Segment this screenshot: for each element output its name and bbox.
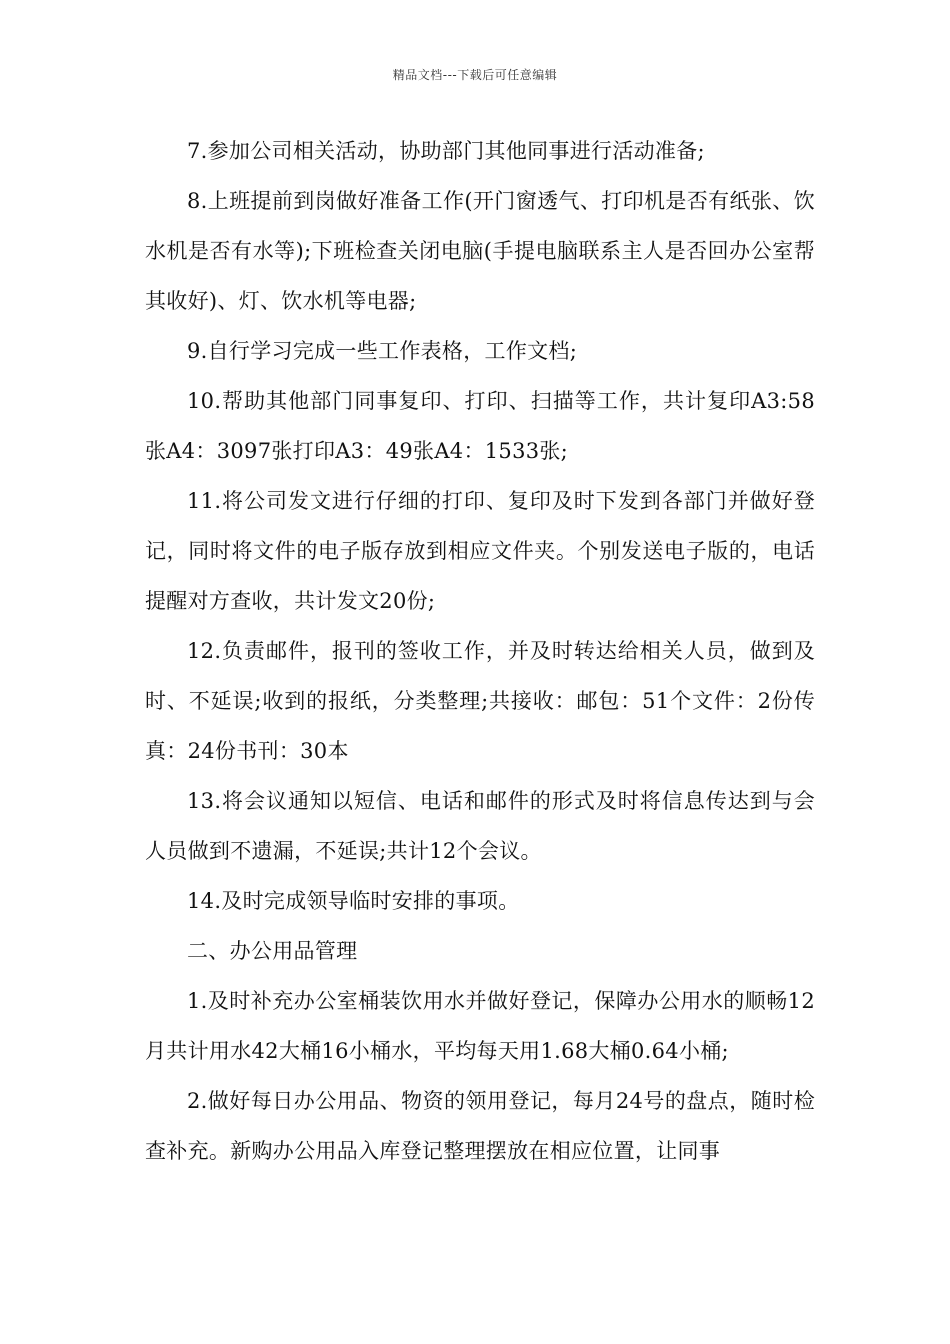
paragraph-item-7: 7.参加公司相关活动，协助部门其他同事进行活动准备;	[187, 139, 705, 163]
paragraph-item-10: 10.帮助其他部门同事复印、打印、扫描等工作，共计复印A3:58张A4：3097张打印A3：49张A4：1533张;	[145, 389, 815, 463]
paragraph-item-14: 14.及时完成领导临时安排的事项。	[187, 889, 520, 913]
document-body	[145, 126, 815, 1176]
paragraph-item-11: 11.将公司发文进行仔细的打印、复印及时下发到各部门并做好登记，同时将文件的电子版存放到相应文件夹。个别发送电子版的，电话提醒对方查收，共计发文20份;	[145, 489, 815, 613]
paragraph-item-13: 13.将会议通知以短信、电话和邮件的形式及时将信息传达到与会人员做到不遗漏，不延误;共计12个会议。	[145, 789, 815, 863]
paragraph-item-9: 9.自行学习完成一些工作表格，工作文档;	[187, 339, 578, 363]
paragraph-supplies-2: 2.做好每日办公用品、物资的领用登记，每月24号的盘点，随时检查补充。新购办公用品入库登记整理摆放在相应位置，让同事	[145, 1089, 815, 1163]
page-header: 精品文档---下载后可任意编辑	[392, 68, 558, 82]
paragraph-supplies-1: 1.及时补充办公室桶装饮用水并做好登记，保障办公用水的顺畅12月共计用水42大桶16小桶水，平均每天用1.68大桶0.64小桶;	[145, 989, 815, 1063]
paragraph-item-12: 12.负责邮件，报刊的签收工作，并及时转达给相关人员，做到及时、不延误;收到的报纸，分类整理;共接收：邮包：51个文件：2份传真：24份书刊：30本	[145, 639, 815, 763]
section-heading-office-supplies: 二、办公用品管理	[187, 939, 358, 963]
paragraph-item-8: 8.上班提前到岗做好准备工作(开门窗透气、打印机是否有纸张、饮水机是否有水等);下班检查关闭电脑(手提电脑联系主人是否回办公室帮其收好)、灯、饮水机等电器;	[145, 189, 815, 313]
